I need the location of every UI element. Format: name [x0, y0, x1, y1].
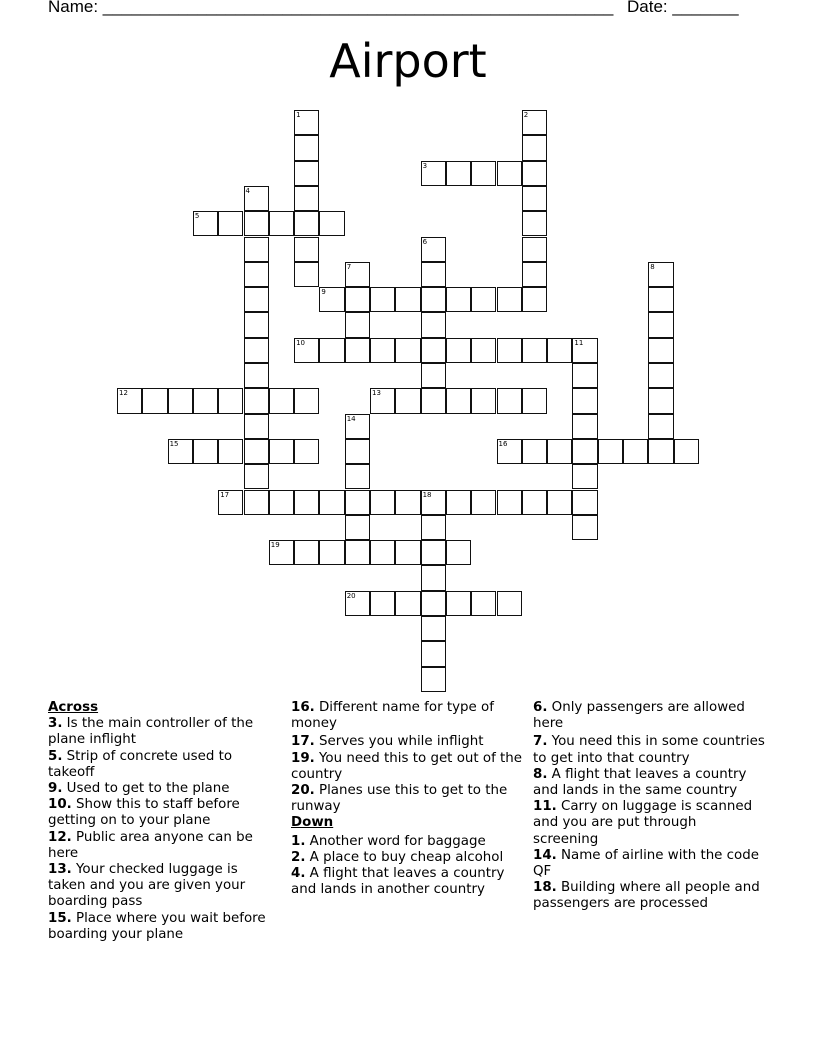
grid-cell[interactable] [294, 186, 319, 211]
grid-cell[interactable] [522, 262, 547, 287]
clue-across-16 [291, 700, 523, 732]
clue-across-10 [48, 797, 278, 829]
grid-cell[interactable] [345, 262, 370, 287]
cell-number: 7 [346, 262, 352, 271]
grid-cell[interactable] [193, 439, 218, 464]
grid-cell[interactable] [244, 211, 269, 236]
grid-cell[interactable] [522, 388, 547, 413]
grid-cell[interactable] [269, 388, 294, 413]
grid-cell[interactable] [370, 287, 395, 312]
grid-cell[interactable] [218, 439, 243, 464]
grid-cell[interactable] [421, 363, 446, 388]
grid-cell[interactable] [319, 338, 344, 363]
grid-cell[interactable] [522, 110, 547, 135]
grid-cell[interactable] [294, 388, 319, 413]
grid-cell[interactable] [345, 414, 370, 439]
grid-cell[interactable] [218, 211, 243, 236]
grid-cell[interactable] [294, 237, 319, 262]
grid-cell[interactable] [471, 490, 496, 515]
cell-number: 2 [523, 111, 529, 119]
clue-number: 8. [533, 766, 548, 782]
clue-text: A flight that leaves a country and lands in another country [291, 866, 505, 898]
grid-cell[interactable] [244, 312, 269, 337]
grid-cell[interactable] [598, 439, 623, 464]
grid-cell[interactable] [294, 540, 319, 565]
grid-cell[interactable] [572, 490, 597, 515]
grid-cell[interactable] [168, 439, 193, 464]
clue-down-1 [291, 834, 523, 850]
grid-cell[interactable] [218, 388, 243, 413]
cell-number: 17 [220, 490, 230, 499]
grid-cell[interactable] [345, 439, 370, 464]
clue-number: 19. [291, 750, 315, 766]
grid-cell[interactable] [370, 490, 395, 515]
grid-cell[interactable] [522, 490, 547, 515]
grid-cell[interactable] [522, 135, 547, 160]
grid-cell[interactable] [572, 515, 597, 540]
clue-text: Place where you wait before boarding your plane [48, 910, 266, 942]
grid-cell[interactable] [471, 591, 496, 616]
clue-text: A place to buy cheap alcohol [309, 849, 504, 865]
clue-number: 18. [533, 880, 557, 896]
grid-cell[interactable] [446, 490, 471, 515]
grid-cell[interactable] [395, 591, 420, 616]
down-heading: Down [291, 815, 334, 831]
grid-cell[interactable] [193, 211, 218, 236]
grid-cell[interactable] [294, 110, 319, 135]
grid-cell[interactable] [497, 161, 522, 186]
clue-number: 5. [48, 748, 63, 764]
grid-cell[interactable] [370, 338, 395, 363]
clue-number: 2. [291, 849, 306, 865]
grid-cell[interactable] [421, 388, 446, 413]
clue-number: 1. [291, 833, 306, 849]
grid-cell[interactable] [648, 262, 673, 287]
grid-cell[interactable] [193, 388, 218, 413]
grid-cell[interactable] [294, 211, 319, 236]
clue-text: Carry on luggage is scanned and you are put through screening [533, 799, 753, 847]
grid-cell[interactable] [421, 338, 446, 363]
grid-cell[interactable] [572, 414, 597, 439]
clue-down-2 [291, 850, 523, 866]
grid-cell[interactable] [244, 388, 269, 413]
clues-column-1 [48, 700, 278, 943]
clue-number: 11. [533, 799, 557, 815]
clue-number: 17. [291, 734, 315, 750]
grid-cell[interactable] [244, 414, 269, 439]
grid-cell[interactable] [471, 287, 496, 312]
grid-cell[interactable] [269, 439, 294, 464]
cell-number: 13 [372, 389, 381, 398]
clue-text: A flight that leaves a country and lands in the same country [533, 766, 747, 799]
grid-cell[interactable] [572, 439, 597, 464]
grid-cell[interactable] [395, 338, 420, 363]
grid-cell[interactable] [345, 338, 370, 363]
grid-cell[interactable] [421, 312, 446, 337]
grid-cell[interactable] [244, 338, 269, 363]
cell-number: 14 [346, 414, 356, 423]
clue-text: Used to get to the plane [66, 781, 230, 797]
clue-text: Planes use this to get to the runway [291, 783, 508, 815]
clue-text: Public area anyone can be here [48, 829, 253, 861]
clue-across-12 [48, 830, 278, 862]
grid-cell[interactable] [446, 388, 471, 413]
clue-text: Strip of concrete used to takeoff [48, 748, 233, 780]
clue-across-9 [48, 781, 278, 797]
clue-text: You need this to get out of the country [291, 750, 523, 782]
grid-cell[interactable] [522, 338, 547, 363]
grid-cell[interactable] [497, 439, 522, 464]
grid-cell[interactable] [421, 262, 446, 287]
cell-number: 16 [498, 439, 508, 448]
grid-cell[interactable] [319, 287, 344, 312]
clue-down-11 [533, 799, 765, 848]
grid-cell[interactable] [244, 186, 269, 211]
clue-across-15 [48, 911, 278, 943]
grid-cell[interactable] [421, 565, 446, 590]
grid-cell[interactable] [421, 515, 446, 540]
grid-cell[interactable] [319, 540, 344, 565]
grid-cell[interactable] [345, 540, 370, 565]
grid-cell[interactable] [497, 338, 522, 363]
grid-cell[interactable] [522, 237, 547, 262]
grid-cell[interactable] [395, 287, 420, 312]
clue-text: Serves you while inflight [319, 734, 484, 750]
grid-cell[interactable] [547, 439, 572, 464]
grid-cell[interactable] [244, 287, 269, 312]
clue-number: 14. [533, 847, 557, 863]
grid-cell[interactable] [244, 490, 269, 515]
cell-number: 8 [650, 262, 655, 271]
clue-across-17 [291, 734, 523, 750]
cell-number: 1 [296, 111, 301, 119]
grid-cell[interactable] [547, 338, 572, 363]
grid-cell[interactable] [648, 414, 673, 439]
grid-cell[interactable] [522, 287, 547, 312]
grid-cell[interactable] [547, 490, 572, 515]
grid-cell[interactable] [572, 338, 597, 363]
grid-cell[interactable] [370, 388, 395, 413]
grid-cell[interactable] [522, 211, 547, 236]
clue-text: Only passengers are allowed here [533, 700, 745, 732]
grid-cell[interactable] [244, 237, 269, 262]
grid-cell[interactable] [446, 338, 471, 363]
grid-cell[interactable] [522, 186, 547, 211]
cell-number: 3 [422, 161, 428, 170]
grid-cell[interactable] [648, 363, 673, 388]
clue-number: 7. [533, 734, 548, 750]
clue-text: Name of airline with the code QF [533, 847, 759, 880]
grid-cell[interactable] [497, 591, 522, 616]
grid-cell[interactable] [345, 515, 370, 540]
clue-across-13 [48, 862, 278, 911]
grid-cell[interactable] [244, 363, 269, 388]
grid-cell[interactable] [497, 287, 522, 312]
grid-cell[interactable] [294, 262, 319, 287]
cell-number: 11 [574, 338, 584, 347]
grid-cell[interactable] [244, 439, 269, 464]
clue-text: Is the main controller of the plane inflight [48, 716, 254, 748]
clue-across-5 [48, 749, 278, 781]
cell-number: 15 [169, 439, 179, 448]
grid-cell[interactable] [623, 439, 648, 464]
grid-cell[interactable] [648, 388, 673, 413]
cell-number: 6 [422, 237, 428, 246]
clue-number: 3. [48, 716, 63, 732]
clue-down-7 [533, 734, 765, 766]
clue-text: Building where all people and passengers are processed [533, 880, 760, 912]
page-title: Airport [329, 34, 487, 88]
clues-column-2 [291, 700, 523, 898]
across-heading: Across [48, 700, 99, 715]
grid-cell[interactable] [370, 540, 395, 565]
grid-cell[interactable] [648, 287, 673, 312]
cell-number: 4 [245, 186, 250, 195]
grid-cell[interactable] [421, 591, 446, 616]
clue-across-3 [48, 716, 278, 748]
grid-cell[interactable] [294, 161, 319, 186]
cell-number: 18 [422, 490, 432, 499]
clue-text: You need this in some countries to get into that country [533, 734, 765, 766]
grid-cell[interactable] [345, 464, 370, 489]
cell-number: 19 [270, 541, 280, 550]
clue-text: Show this to staff before getting on to your plane [48, 797, 240, 829]
clues-column-3 [533, 700, 765, 913]
grid-cell[interactable] [218, 490, 243, 515]
grid-cell[interactable] [471, 388, 496, 413]
grid-cell[interactable] [522, 439, 547, 464]
grid-cell[interactable] [269, 211, 294, 236]
grid-cell[interactable] [648, 312, 673, 337]
grid-cell[interactable] [572, 388, 597, 413]
clue-number: 10. [48, 797, 72, 813]
date-field-label: Date: _______ [627, 0, 739, 16]
grid-cell[interactable] [345, 312, 370, 337]
clue-across-19 [291, 751, 523, 783]
clue-down-18 [533, 880, 765, 912]
grid-cell[interactable] [244, 262, 269, 287]
clue-down-4 [291, 866, 523, 898]
clue-number: 12. [48, 829, 72, 845]
clue-number: 20. [291, 783, 315, 799]
clue-number: 16. [291, 700, 315, 715]
clue-number: 9. [48, 781, 63, 797]
grid-cell[interactable] [446, 287, 471, 312]
grid-cell[interactable] [319, 211, 344, 236]
grid-cell[interactable] [395, 490, 420, 515]
clue-number: 4. [291, 866, 306, 882]
grid-cell[interactable] [522, 161, 547, 186]
grid-cell[interactable] [345, 490, 370, 515]
clue-down-6 [533, 700, 765, 732]
grid-cell[interactable] [421, 540, 446, 565]
grid-cell[interactable] [395, 540, 420, 565]
grid-cell[interactable] [648, 439, 673, 464]
grid-cell[interactable] [269, 540, 294, 565]
clue-number: 13. [48, 862, 72, 878]
name-field-label: Name: ______________________________________________________ [48, 0, 614, 16]
grid-cell[interactable] [294, 338, 319, 363]
grid-cell[interactable] [269, 490, 294, 515]
grid-cell[interactable] [142, 388, 167, 413]
grid-cell[interactable] [421, 161, 446, 186]
grid-cell[interactable] [294, 490, 319, 515]
grid-cell[interactable] [674, 439, 699, 464]
grid-cell[interactable] [370, 591, 395, 616]
clue-number: 6. [533, 700, 548, 715]
grid-cell[interactable] [471, 338, 496, 363]
grid-cell[interactable] [345, 591, 370, 616]
grid-cell[interactable] [497, 388, 522, 413]
clue-number: 15. [48, 910, 72, 926]
grid-cell[interactable] [294, 439, 319, 464]
grid-cell[interactable] [244, 464, 269, 489]
grid-cell[interactable] [395, 388, 420, 413]
grid-cell[interactable] [294, 135, 319, 160]
grid-cell[interactable] [421, 616, 446, 641]
cell-number: 20 [346, 591, 356, 600]
cell-number: 9 [321, 288, 326, 297]
grid-cell[interactable] [446, 540, 471, 565]
grid-cell[interactable] [648, 338, 673, 363]
grid-cell[interactable] [572, 464, 597, 489]
grid-cell[interactable] [345, 287, 370, 312]
clue-across-20 [291, 783, 523, 815]
grid-cell[interactable] [446, 591, 471, 616]
grid-cell[interactable] [421, 237, 446, 262]
clue-text: Different name for type of money [291, 700, 494, 732]
grid-cell[interactable] [319, 490, 344, 515]
grid-cell[interactable] [471, 161, 496, 186]
grid-cell[interactable] [572, 363, 597, 388]
cell-number: 5 [194, 212, 200, 221]
grid-cell[interactable] [421, 287, 446, 312]
grid-cell[interactable] [421, 490, 446, 515]
clue-text: Another word for baggage [309, 833, 486, 849]
clue-down-8 [533, 767, 765, 799]
grid-cell[interactable] [446, 161, 471, 186]
cell-number: 12 [119, 389, 128, 398]
cell-number: 10 [296, 338, 306, 347]
clue-text: Your checked luggage is taken and you are given your boarding pass [48, 862, 246, 910]
clue-down-14 [533, 848, 765, 880]
grid-cell[interactable] [421, 667, 446, 692]
grid-cell[interactable] [117, 388, 142, 413]
grid-cell[interactable] [421, 641, 446, 666]
grid-cell[interactable] [497, 490, 522, 515]
grid-cell[interactable] [168, 388, 193, 413]
